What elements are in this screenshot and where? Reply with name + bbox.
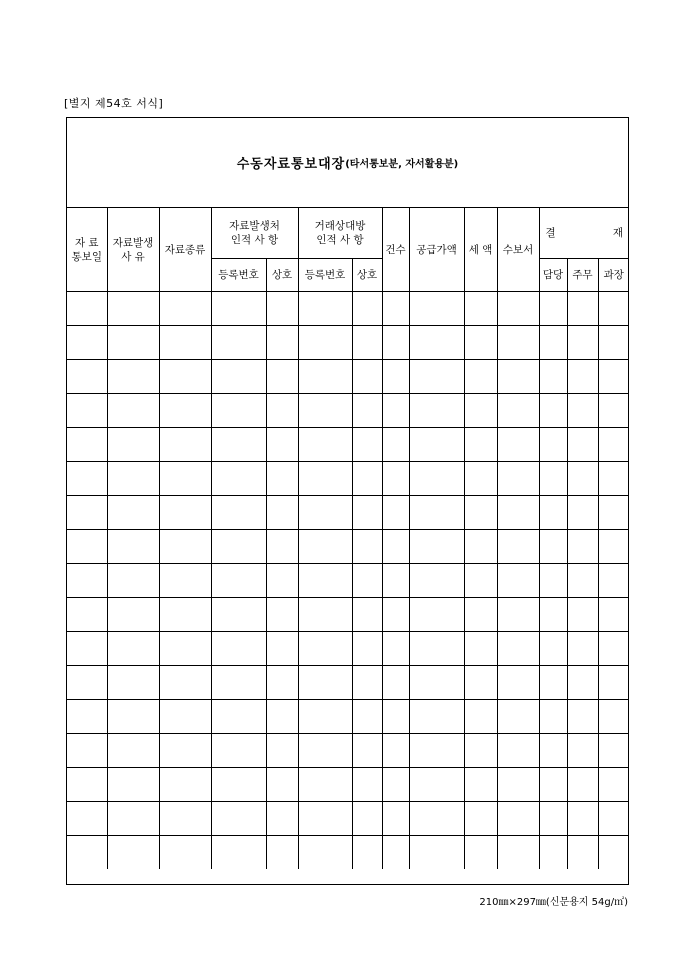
table-cell[interactable] [409, 700, 464, 734]
table-cell[interactable] [266, 802, 298, 836]
table-cell[interactable] [539, 496, 567, 530]
table-cell[interactable] [464, 836, 497, 870]
table-cell[interactable] [211, 836, 266, 870]
table-cell[interactable] [67, 768, 107, 802]
table-cell[interactable] [159, 428, 211, 462]
table-cell[interactable] [539, 360, 567, 394]
table-cell[interactable] [464, 462, 497, 496]
table-cell[interactable] [409, 326, 464, 360]
header-source-info: 자료발생처 인적 사 항 [211, 208, 298, 259]
table-cell[interactable] [497, 598, 539, 632]
table-cell[interactable] [211, 802, 266, 836]
table-cell[interactable] [464, 326, 497, 360]
table-cell[interactable] [539, 802, 567, 836]
table-cell[interactable] [382, 496, 409, 530]
table-cell[interactable] [352, 666, 382, 700]
table-cell[interactable] [382, 326, 409, 360]
header-approval-manager: 과장 [598, 259, 629, 292]
table-cell[interactable] [382, 598, 409, 632]
table-cell[interactable] [67, 734, 107, 768]
table-cell[interactable] [67, 802, 107, 836]
form-title: 수동자료통보대장 [236, 157, 346, 172]
table-cell[interactable] [67, 292, 107, 326]
table-cell[interactable] [211, 734, 266, 768]
table-cell[interactable] [497, 530, 539, 564]
table-cell[interactable] [211, 666, 266, 700]
table-cell[interactable] [107, 530, 159, 564]
table-cell[interactable] [211, 564, 266, 598]
table-cell[interactable] [409, 598, 464, 632]
table-cell[interactable] [266, 394, 298, 428]
table-cell[interactable] [107, 394, 159, 428]
form-subtitle: (타서통보분, 자서활용분) [345, 159, 459, 170]
table-cell[interactable] [409, 632, 464, 666]
table-cell[interactable] [107, 292, 159, 326]
table-cell[interactable] [67, 530, 107, 564]
table-cell[interactable] [539, 428, 567, 462]
table-cell[interactable] [266, 666, 298, 700]
table-cell[interactable] [298, 496, 352, 530]
table-cell[interactable] [382, 700, 409, 734]
table-cell[interactable] [266, 632, 298, 666]
header-source-name: 상호 [266, 259, 298, 292]
table-row [67, 666, 629, 700]
table-cell[interactable] [497, 802, 539, 836]
header-partner-info: 거래상대방 인적 사 항 [298, 208, 382, 259]
table-cell[interactable] [567, 768, 598, 802]
table-cell[interactable] [497, 394, 539, 428]
table-cell[interactable] [67, 496, 107, 530]
table-cell[interactable] [539, 326, 567, 360]
table-cell[interactable] [497, 326, 539, 360]
table-cell[interactable] [497, 462, 539, 496]
ledger-form [66, 117, 629, 885]
table-cell[interactable] [298, 360, 352, 394]
table-cell[interactable] [464, 394, 497, 428]
table-cell[interactable] [464, 632, 497, 666]
table-cell[interactable] [409, 836, 464, 870]
table-cell[interactable] [567, 292, 598, 326]
table-cell[interactable] [598, 292, 629, 326]
table-cell[interactable] [567, 802, 598, 836]
table-cell[interactable] [382, 802, 409, 836]
table-row [67, 360, 629, 394]
table-cell[interactable] [159, 598, 211, 632]
table-cell[interactable] [567, 360, 598, 394]
table-cell[interactable] [464, 700, 497, 734]
table-cell[interactable] [598, 632, 629, 666]
table-cell[interactable] [567, 734, 598, 768]
table-cell[interactable] [598, 768, 629, 802]
table-cell[interactable] [211, 394, 266, 428]
table-cell[interactable] [107, 666, 159, 700]
table-cell[interactable] [598, 462, 629, 496]
table-cell[interactable] [497, 360, 539, 394]
table-cell[interactable] [382, 564, 409, 598]
table-cell[interactable] [298, 394, 352, 428]
header-approval: 결 재 [539, 208, 629, 259]
table-cell[interactable] [211, 530, 266, 564]
table-cell[interactable] [159, 360, 211, 394]
table-cell[interactable] [409, 734, 464, 768]
table-cell[interactable] [409, 462, 464, 496]
table-row [67, 428, 629, 462]
header-count: 건수 [382, 208, 409, 292]
table-cell[interactable] [539, 598, 567, 632]
table-cell[interactable] [211, 292, 266, 326]
table-cell[interactable] [539, 292, 567, 326]
table-cell[interactable] [409, 394, 464, 428]
table-cell[interactable] [352, 496, 382, 530]
table-cell[interactable] [539, 734, 567, 768]
table-cell[interactable] [266, 768, 298, 802]
table-cell[interactable] [67, 700, 107, 734]
header-approval-staff: 담당 [539, 259, 567, 292]
table-cell[interactable] [382, 666, 409, 700]
table-cell[interactable] [567, 394, 598, 428]
table-cell[interactable] [211, 632, 266, 666]
table-cell[interactable] [539, 836, 567, 870]
table-cell[interactable] [211, 598, 266, 632]
table-cell[interactable] [382, 462, 409, 496]
table-cell[interactable] [298, 802, 352, 836]
table-cell[interactable] [67, 428, 107, 462]
table-cell[interactable] [298, 462, 352, 496]
table-cell[interactable] [67, 666, 107, 700]
table-cell[interactable] [298, 700, 352, 734]
table-cell[interactable] [352, 292, 382, 326]
table-cell[interactable] [107, 564, 159, 598]
table-cell[interactable] [382, 734, 409, 768]
table-cell[interactable] [67, 394, 107, 428]
table-cell[interactable] [298, 632, 352, 666]
table-cell[interactable] [211, 496, 266, 530]
table-cell[interactable] [409, 292, 464, 326]
table-cell[interactable] [266, 428, 298, 462]
table-cell[interactable] [159, 802, 211, 836]
table-cell[interactable] [382, 632, 409, 666]
table-cell[interactable] [539, 564, 567, 598]
table-cell[interactable] [107, 326, 159, 360]
table-cell[interactable] [497, 428, 539, 462]
table-cell[interactable] [159, 700, 211, 734]
table-cell[interactable] [539, 700, 567, 734]
paper-spec-note: 210㎜×297㎜(신문용지 54g/㎡) [479, 897, 628, 908]
table-cell[interactable] [352, 530, 382, 564]
table-cell[interactable] [352, 598, 382, 632]
table-cell[interactable] [266, 496, 298, 530]
table-cell[interactable] [598, 700, 629, 734]
table-cell[interactable] [539, 666, 567, 700]
table-cell[interactable] [464, 768, 497, 802]
table-cell[interactable] [107, 700, 159, 734]
table-cell[interactable] [107, 632, 159, 666]
table-cell[interactable] [266, 292, 298, 326]
table-cell[interactable] [567, 598, 598, 632]
table-cell[interactable] [298, 666, 352, 700]
table-cell[interactable] [352, 462, 382, 496]
table-cell[interactable] [67, 564, 107, 598]
table-cell[interactable] [352, 768, 382, 802]
table-cell[interactable] [497, 496, 539, 530]
header-approval-chief: 주무 [567, 259, 598, 292]
table-row [67, 292, 629, 326]
table-cell[interactable] [539, 530, 567, 564]
table-cell[interactable] [266, 734, 298, 768]
table-cell[interactable] [107, 598, 159, 632]
table-cell[interactable] [464, 802, 497, 836]
header-row-1 [67, 208, 629, 259]
table-cell[interactable] [107, 496, 159, 530]
table-cell[interactable] [159, 394, 211, 428]
table-row [67, 496, 629, 530]
table-cell[interactable] [497, 734, 539, 768]
table-row [67, 734, 629, 768]
table-cell[interactable] [497, 292, 539, 326]
table-cell[interactable] [464, 564, 497, 598]
table-cell[interactable] [409, 564, 464, 598]
table-cell[interactable] [107, 734, 159, 768]
table-cell[interactable] [67, 598, 107, 632]
table-cell[interactable] [352, 326, 382, 360]
table-cell[interactable] [464, 598, 497, 632]
table-cell[interactable] [352, 360, 382, 394]
table-cell[interactable] [159, 530, 211, 564]
table-cell[interactable] [567, 564, 598, 598]
title-area [67, 118, 628, 208]
table-cell[interactable] [409, 802, 464, 836]
table-cell[interactable] [211, 326, 266, 360]
table-cell[interactable] [67, 836, 107, 870]
table-cell[interactable] [567, 700, 598, 734]
table-cell[interactable] [464, 496, 497, 530]
table-cell[interactable] [159, 632, 211, 666]
table-cell[interactable] [382, 836, 409, 870]
header-partner-reg-no: 등록번호 [298, 259, 352, 292]
table-cell[interactable] [298, 292, 352, 326]
table-row [67, 564, 629, 598]
table-cell[interactable] [567, 632, 598, 666]
table-cell[interactable] [598, 326, 629, 360]
table-cell[interactable] [266, 836, 298, 870]
table-cell[interactable] [382, 428, 409, 462]
table-cell[interactable] [159, 666, 211, 700]
table-cell[interactable] [107, 428, 159, 462]
table-cell[interactable] [382, 360, 409, 394]
table-cell[interactable] [159, 292, 211, 326]
table-row [67, 632, 629, 666]
table-cell[interactable] [298, 564, 352, 598]
table-cell[interactable] [67, 360, 107, 394]
table-cell[interactable] [107, 802, 159, 836]
table-cell[interactable] [598, 394, 629, 428]
table-cell[interactable] [598, 598, 629, 632]
table-cell[interactable] [266, 530, 298, 564]
table-cell[interactable] [298, 428, 352, 462]
table-cell[interactable] [382, 292, 409, 326]
table-cell[interactable] [211, 360, 266, 394]
table-cell[interactable] [409, 360, 464, 394]
table-cell[interactable] [464, 530, 497, 564]
table-row [67, 836, 629, 870]
table-cell[interactable] [567, 326, 598, 360]
header-receiving-office: 수보서 [497, 208, 539, 292]
table-cell[interactable] [352, 836, 382, 870]
table-row [67, 700, 629, 734]
table-cell[interactable] [539, 768, 567, 802]
table-cell[interactable] [598, 564, 629, 598]
table-row [67, 326, 629, 360]
table-cell[interactable] [266, 360, 298, 394]
table-cell[interactable] [409, 666, 464, 700]
table-cell[interactable] [107, 462, 159, 496]
table-cell[interactable] [567, 462, 598, 496]
header-reason: 자료발생 사 유 [107, 208, 159, 292]
table-row [67, 802, 629, 836]
table-cell[interactable] [598, 530, 629, 564]
table-cell[interactable] [298, 530, 352, 564]
table-cell[interactable] [567, 666, 598, 700]
table-row [67, 394, 629, 428]
table-cell[interactable] [409, 530, 464, 564]
table-cell[interactable] [464, 666, 497, 700]
table-cell[interactable] [409, 428, 464, 462]
table-cell[interactable] [598, 666, 629, 700]
table-cell[interactable] [159, 768, 211, 802]
table-cell[interactable] [409, 496, 464, 530]
table-cell[interactable] [352, 700, 382, 734]
table-cell[interactable] [382, 394, 409, 428]
table-cell[interactable] [107, 836, 159, 870]
table-cell[interactable] [159, 326, 211, 360]
table-cell[interactable] [266, 462, 298, 496]
table-cell[interactable] [598, 802, 629, 836]
table-row [67, 768, 629, 802]
table-row [67, 462, 629, 496]
table-cell[interactable] [211, 768, 266, 802]
table-cell[interactable] [464, 292, 497, 326]
table-cell[interactable] [497, 666, 539, 700]
table-cell[interactable] [352, 734, 382, 768]
table-cell[interactable] [598, 360, 629, 394]
table-cell[interactable] [352, 428, 382, 462]
table-cell[interactable] [382, 530, 409, 564]
table-cell[interactable] [266, 564, 298, 598]
header-partner-name: 상호 [352, 259, 382, 292]
table-cell[interactable] [497, 700, 539, 734]
table-cell[interactable] [211, 428, 266, 462]
header-source-reg-no: 등록번호 [211, 259, 266, 292]
table-cell[interactable] [598, 734, 629, 768]
table-cell[interactable] [352, 802, 382, 836]
table-row [67, 530, 629, 564]
table-cell[interactable] [107, 360, 159, 394]
table-cell[interactable] [298, 598, 352, 632]
table-cell[interactable] [567, 836, 598, 870]
table-cell[interactable] [567, 428, 598, 462]
table-cell[interactable] [298, 734, 352, 768]
table-cell[interactable] [497, 836, 539, 870]
table-cell[interactable] [497, 768, 539, 802]
table-cell[interactable] [567, 530, 598, 564]
table-cell[interactable] [159, 462, 211, 496]
table-cell[interactable] [352, 632, 382, 666]
table-cell[interactable] [67, 632, 107, 666]
table-cell[interactable] [464, 360, 497, 394]
table-cell[interactable] [298, 326, 352, 360]
table-cell[interactable] [266, 326, 298, 360]
table-cell[interactable] [211, 462, 266, 496]
table-cell[interactable] [497, 632, 539, 666]
form-label: [별지 제54호 서식] [64, 97, 164, 110]
header-notify-date: 자 료 통보일 [67, 208, 107, 292]
table-cell[interactable] [107, 768, 159, 802]
table-cell[interactable] [159, 836, 211, 870]
table-cell[interactable] [539, 394, 567, 428]
table-cell[interactable] [159, 734, 211, 768]
table-cell[interactable] [382, 768, 409, 802]
table-cell[interactable] [409, 768, 464, 802]
table-cell[interactable] [464, 734, 497, 768]
table-cell[interactable] [567, 496, 598, 530]
table-cell[interactable] [266, 700, 298, 734]
table-cell[interactable] [464, 428, 497, 462]
table-cell[interactable] [598, 496, 629, 530]
table-cell[interactable] [352, 394, 382, 428]
table-cell[interactable] [539, 462, 567, 496]
header-tax-amount: 세 액 [464, 208, 497, 292]
header-data-type: 자료종류 [159, 208, 211, 292]
table-cell[interactable] [67, 326, 107, 360]
table-cell[interactable] [497, 564, 539, 598]
table-row [67, 598, 629, 632]
table-cell[interactable] [598, 428, 629, 462]
table-cell[interactable] [159, 564, 211, 598]
ledger-table [67, 208, 629, 869]
table-cell[interactable] [159, 496, 211, 530]
table-cell[interactable] [352, 564, 382, 598]
header-supply-amount: 공급가액 [409, 208, 464, 292]
table-cell[interactable] [67, 462, 107, 496]
table-cell[interactable] [598, 836, 629, 870]
table-cell[interactable] [211, 700, 266, 734]
table-cell[interactable] [266, 598, 298, 632]
table-cell[interactable] [298, 836, 352, 870]
table-cell[interactable] [298, 768, 352, 802]
table-cell[interactable] [539, 632, 567, 666]
